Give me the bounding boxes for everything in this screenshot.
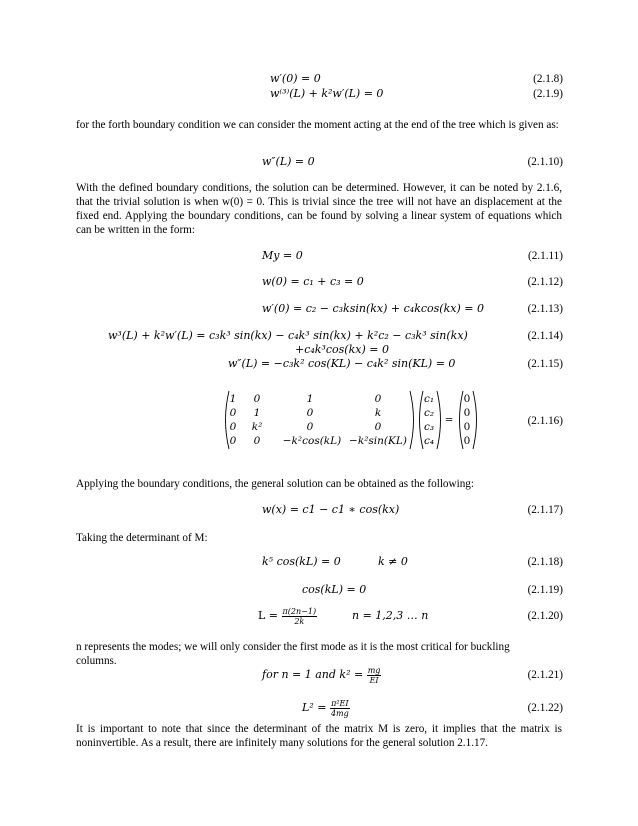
vector-cell: 0 bbox=[463, 393, 471, 405]
equation-number: (2.1.13) bbox=[527, 303, 563, 315]
paragraph: Applying the boundary conditions, the general solution can be obtained as the following: bbox=[76, 478, 475, 490]
vector-cell: c₃ bbox=[423, 421, 435, 433]
equation-number: (2.1.15) bbox=[527, 358, 563, 370]
matrix-cell: 0 bbox=[229, 435, 237, 447]
equation-number: (2.1.10) bbox=[527, 156, 563, 168]
numerator: π²EI bbox=[331, 698, 349, 708]
equation-number: (2.1.17) bbox=[527, 504, 563, 516]
equation-2-1-19: cos(kL) = 0 bbox=[302, 583, 367, 596]
equation-text: for n = 1 and k² = bbox=[262, 668, 364, 681]
right-paren bbox=[472, 390, 480, 450]
equation-2-1-17: w(x) = c1 − c1 ∗ cos(kx) bbox=[262, 503, 400, 516]
right-paren bbox=[436, 390, 444, 450]
equation-number: (2.1.19) bbox=[527, 584, 563, 596]
paragraph: It is important to note that since the determinant of the matrix M is zero, it implies that the matrix is noninvertible. As a result, there are infinitely many solutions for the general solution 2.1.17. bbox=[76, 723, 562, 749]
equation-2-1-12: w(0) = c₁ + c₃ = 0 bbox=[262, 275, 364, 288]
equation-number: (2.1.11) bbox=[527, 250, 563, 262]
matrix-cell: 1 bbox=[229, 393, 237, 405]
equation-2-1-13: w′(0) = c₂ − c₃ksin(kx) + c₄kcos(kx) = 0 bbox=[262, 302, 484, 315]
vector-cell: c₄ bbox=[423, 435, 435, 447]
vector-cell: 0 bbox=[463, 435, 471, 447]
numerator: mg bbox=[367, 665, 381, 675]
paragraph: Taking the determinant of M: bbox=[76, 532, 208, 544]
equation-2-1-11: My = 0 bbox=[262, 249, 303, 262]
matrix-cell: −k²cos(kL) bbox=[282, 435, 342, 447]
equation-number: (2.1.14) bbox=[527, 330, 563, 342]
paragraph: for the forth boundary condition we can consider the moment acting at the end of the tree which is given as: bbox=[76, 119, 559, 131]
fraction bbox=[330, 699, 350, 718]
equation-lhs: L = bbox=[258, 609, 279, 622]
equation-2-1-21 bbox=[262, 665, 381, 685]
equation-number: (2.1.20) bbox=[527, 610, 563, 622]
equation-number: (2.1.8) bbox=[533, 73, 563, 85]
fraction bbox=[367, 666, 382, 685]
equation-2-1-20-range: n = 1,2,3 … n bbox=[352, 609, 429, 622]
equation-number: (2.1.18) bbox=[527, 556, 563, 568]
equation-2-1-14-continued: +c₄k³cos(kx) = 0 bbox=[295, 343, 389, 356]
matrix-cell: −k²sin(KL) bbox=[349, 435, 407, 447]
vector-cell: 0 bbox=[463, 407, 471, 419]
equation-2-1-14: w³(L) + k²w′(L) = c₃k³ sin(kx) − c₄k³ sin(kx) + k²c₂ − c₃k³ sin(kx) bbox=[108, 329, 468, 342]
equation-number: (2.1.16) bbox=[527, 415, 563, 427]
matrix-cell: 0 bbox=[229, 407, 237, 419]
equation-2-1-10: w″(L) = 0 bbox=[262, 155, 315, 168]
equation-number: (2.1.12) bbox=[527, 276, 563, 288]
matrix-cell: 1 bbox=[253, 407, 261, 419]
matrix-cell: 0 bbox=[306, 407, 314, 419]
equation-2-1-9: w⁽³⁾(L) + k²w′(L) = 0 bbox=[270, 87, 384, 100]
matrix-cell: k² bbox=[251, 421, 263, 433]
vector-cell: c₁ bbox=[423, 393, 435, 405]
equals-sign: = bbox=[444, 414, 454, 426]
vector-cell: 0 bbox=[463, 421, 471, 433]
matrix-cell: 1 bbox=[306, 393, 314, 405]
matrix-equation-2-1-16 bbox=[222, 390, 492, 452]
equation-lhs: L² = bbox=[302, 701, 327, 714]
vector-cell: c₂ bbox=[423, 407, 435, 419]
matrix-cell: 0 bbox=[253, 393, 261, 405]
equation-2-1-18-condition: k ≠ 0 bbox=[378, 555, 408, 568]
denominator: 2k bbox=[294, 616, 305, 626]
denominator: EI bbox=[369, 675, 379, 685]
matrix-cell: 0 bbox=[253, 435, 261, 447]
matrix-cell: 0 bbox=[306, 421, 314, 433]
denominator: 4mg bbox=[330, 708, 349, 718]
numerator: π(2n−1) bbox=[282, 606, 317, 616]
equation-2-1-8: w′(0) = 0 bbox=[270, 72, 321, 85]
matrix-cell: 0 bbox=[374, 393, 382, 405]
paragraph: n represents the modes; we will only consider the first mode as it is the most critical for buckling columns. bbox=[76, 641, 510, 667]
equation-2-1-22 bbox=[302, 698, 350, 718]
equation-2-1-20 bbox=[258, 606, 317, 626]
matrix-cell: k bbox=[374, 407, 382, 419]
matrix-cell: 0 bbox=[229, 421, 237, 433]
equation-2-1-18: k⁵ cos(kL) = 0 bbox=[262, 555, 341, 568]
equation-number: (2.1.21) bbox=[527, 669, 563, 681]
equation-2-1-15: w″(L) = −c₃k² cos(KL) − c₄k² sin(KL) = 0 bbox=[228, 357, 456, 370]
equation-number: (2.1.9) bbox=[533, 88, 563, 100]
paragraph: With the defined boundary conditions, the solution can be determined. However, it can be noted by 2.1.6, that the trivial solution is when w(0) = 0. This is trivial since the tree will not have an displacement at the fixed end. Applying the boundary conditions, can be found by solving a linear system of equations which can be written in the form: bbox=[76, 182, 562, 236]
equation-number: (2.1.22) bbox=[527, 702, 563, 714]
matrix-cell: 0 bbox=[374, 421, 382, 433]
fraction bbox=[282, 607, 318, 626]
